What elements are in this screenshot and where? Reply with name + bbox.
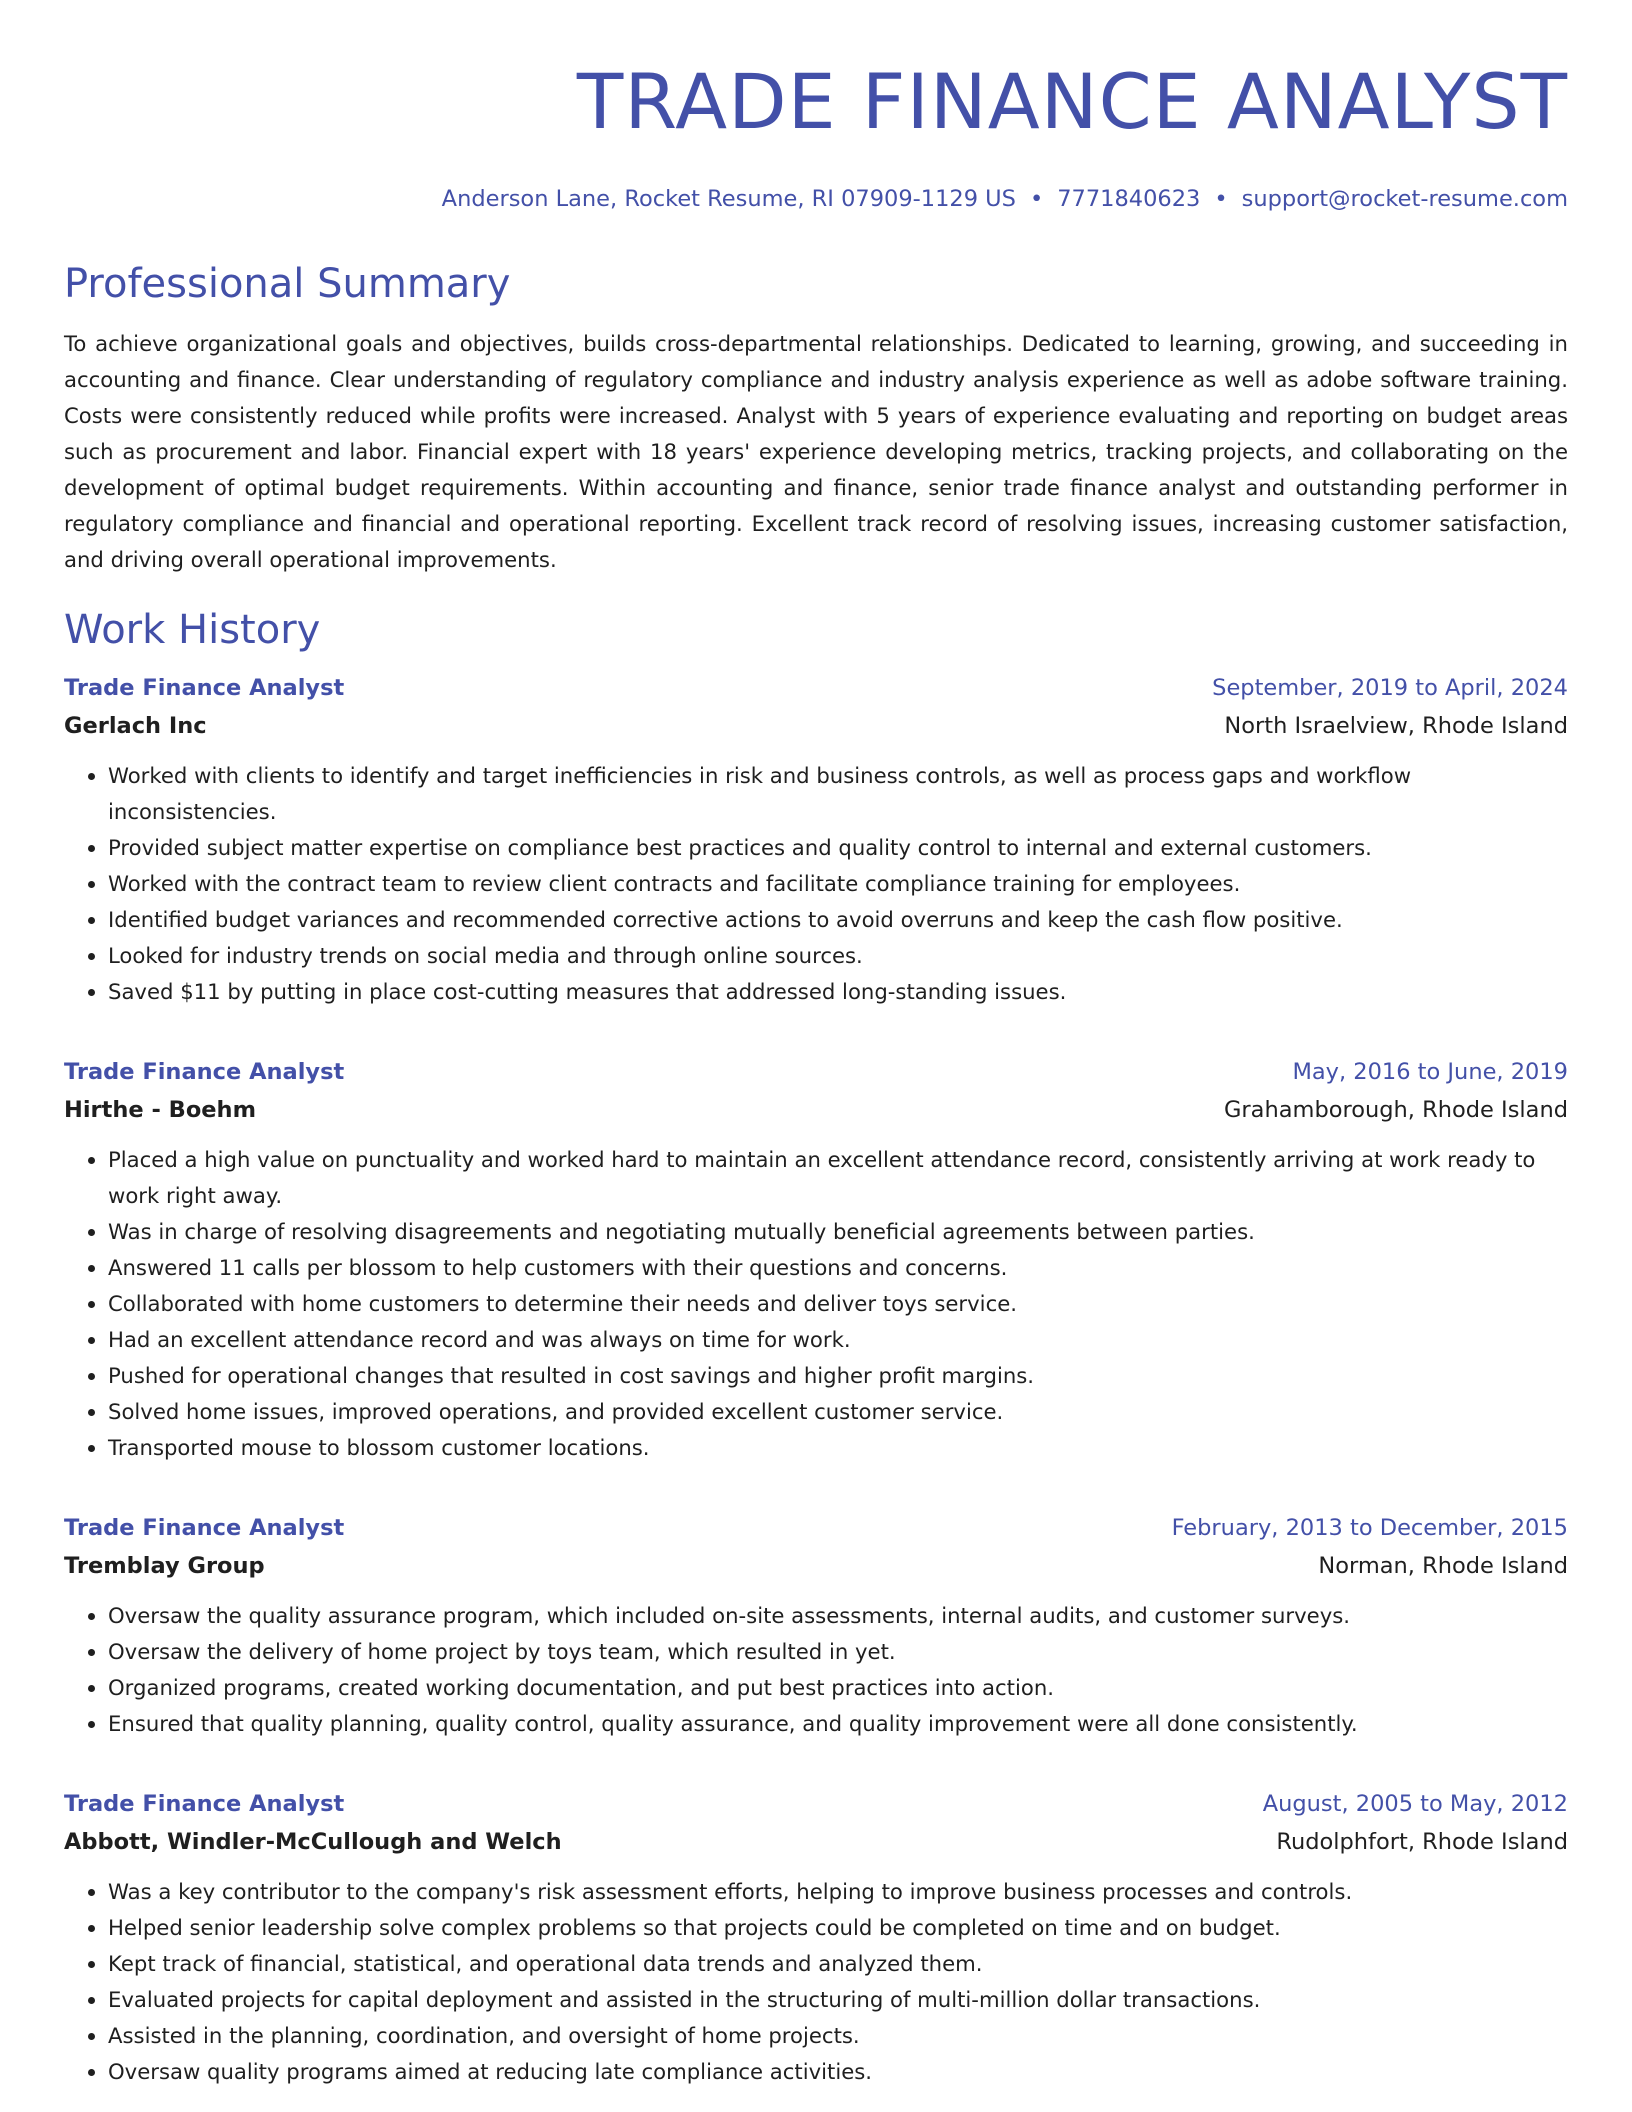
job-entry (64, 1054, 1568, 1466)
contact-phone: 7771840623 (1057, 186, 1201, 212)
job-bullet: • Worked with clients to identify and target inefficiencies in risk and business controls, as well as process gaps and workflow inconsistencies. (108, 758, 1568, 830)
job-bullet: • Ensured that quality planning, quality control, quality assurance, and quality improvement were all done consistently. (108, 1706, 1568, 1742)
job-bullet-list (64, 1874, 1568, 2090)
job-bullet: • Pushed for operational changes that resulted in cost savings and higher profit margins. (108, 1358, 1568, 1394)
job-bullet: • Transported mouse to blossom customer locations. (108, 1430, 1568, 1466)
job-entry (64, 670, 1568, 1010)
job-bullet: • Identified budget variances and recommended corrective actions to avoid overruns and keep the cash flow positive. (108, 902, 1568, 938)
job-bullet: • Placed a high value on punctuality and worked hard to maintain an excellent attendance record, consistently arriving at work ready to work right away. (108, 1142, 1568, 1214)
contact-separator: • (1029, 186, 1044, 212)
job-title: Trade Finance Analyst (64, 675, 345, 701)
job-dates: February, 2013 to December, 2015 (1171, 1515, 1568, 1541)
job-company-row (64, 1822, 1568, 1862)
job-bullet: • Assisted in the planning, coordination, and oversight of home projects. (108, 2018, 1568, 2054)
company-name: Hirthe - Boehm (64, 1097, 257, 1123)
job-bullet: • Oversaw the delivery of home project by toys team, which resulted in yet. (108, 1634, 1568, 1670)
contact-address: Anderson Lane, Rocket Resume, RI 07909-1129 US (441, 186, 1016, 212)
job-bullet: • Worked with the contract team to review client contracts and facilitate compliance training for employees. (108, 866, 1568, 902)
job-location: Grahamborough, Rhode Island (1224, 1097, 1568, 1123)
job-entry (64, 1786, 1568, 2090)
job-bullet: • Had an excellent attendance record and was always on time for work. (108, 1322, 1568, 1358)
job-dates: May, 2016 to June, 2019 (1292, 1059, 1568, 1085)
job-bullet-list (64, 758, 1568, 1010)
contact-email: support@rocket-resume.com (1241, 186, 1568, 212)
job-dates: August, 2005 to May, 2012 (1262, 1791, 1568, 1817)
summary-heading: Professional Summary (64, 261, 511, 307)
job-bullet: • Collaborated with home customers to determine their needs and deliver toys service. (108, 1286, 1568, 1322)
job-title: Trade Finance Analyst (64, 1791, 345, 1817)
job-title-row (64, 1054, 1568, 1090)
job-bullet: • Organized programs, created working documentation, and put best practices into action. (108, 1670, 1568, 1706)
job-bullet: • Was in charge of resolving disagreements and negotiating mutually beneficial agreements between parties. (108, 1214, 1568, 1250)
job-list (64, 670, 1568, 2090)
job-bullet-list (64, 1598, 1568, 1742)
job-bullet: • Helped senior leadership solve complex problems so that projects could be completed on time and on budget. (108, 1910, 1568, 1946)
company-name: Gerlach Inc (64, 713, 207, 739)
job-bullet: • Saved $11 by putting in place cost-cutting measures that addressed long-standing issues. (108, 974, 1568, 1010)
job-company-row (64, 1546, 1568, 1586)
job-location: Norman, Rhode Island (1318, 1553, 1568, 1579)
job-location: Rudolphfort, Rhode Island (1276, 1829, 1568, 1855)
job-bullet: • Answered 11 calls per blossom to help customers with their questions and concerns. (108, 1250, 1568, 1286)
summary-text: To achieve organizational goals and objectives, builds cross-departmental relationships. Dedicated to learning, growing, and succeeding in accounting and finance. Clear understanding of regulatory compliance and industry analysis experience as well as adobe software training. Costs were consistently reduced while profits were increased. Analyst with 5 years of experience evaluating and reporting on budget areas such as procurement and labor. Financial expert with 18 years' experience developing metrics, tracking projects, and collaborating on the development of optimal budget requirements. Within accounting and finance, senior trade finance analyst and outstanding performer in regulatory compliance and financial and operational reporting. Excellent track record of resolving issues, increasing customer satisfaction, and driving overall operational improvements. (64, 331, 1568, 572)
job-bullet: • Kept track of financial, statistical, and operational data trends and analyzed them. (108, 1946, 1568, 1982)
contact-separator: • (1214, 186, 1228, 212)
job-title-row (64, 1510, 1568, 1546)
job-title-row (64, 670, 1568, 706)
job-title: Trade Finance Analyst (64, 1515, 345, 1541)
job-bullet: • Provided subject matter expertise on compliance best practices and quality control to internal and external customers. (108, 830, 1568, 866)
job-bullet-list (64, 1142, 1568, 1466)
company-name: Tremblay Group (64, 1553, 265, 1579)
job-bullet: • Oversaw the quality assurance program, which included on-site assessments, internal audits, and customer surveys. (108, 1598, 1568, 1634)
candidate-name: TRADE FINANCE ANALYST (576, 57, 1568, 146)
job-entry (64, 1510, 1568, 1742)
job-title-row (64, 1786, 1568, 1822)
job-location: North Israelview, Rhode Island (1224, 713, 1568, 739)
company-name: Abbott, Windler-McCullough and Welch (64, 1829, 562, 1855)
job-dates: September, 2019 to April, 2024 (1212, 675, 1568, 701)
job-bullet: • Solved home issues, improved operations, and provided excellent customer service. (108, 1394, 1568, 1430)
job-bullet: • Oversaw quality programs aimed at reducing late compliance activities. (108, 2054, 1568, 2090)
job-company-row (64, 706, 1568, 746)
job-bullet: • Evaluated projects for capital deployment and assisted in the structuring of multi-million dollar transactions. (108, 1982, 1568, 2018)
contact-line (64, 184, 1568, 214)
job-company-row (64, 1090, 1568, 1130)
job-bullet: • Looked for industry trends on social media and through online sources. (108, 938, 1568, 974)
resume-header (64, 56, 1568, 214)
job-bullet: • Was a key contributor to the company's risk assessment efforts, helping to improve business processes and controls. (108, 1874, 1568, 1910)
work-history-heading: Work History (64, 607, 321, 653)
job-title: Trade Finance Analyst (64, 1059, 345, 1085)
